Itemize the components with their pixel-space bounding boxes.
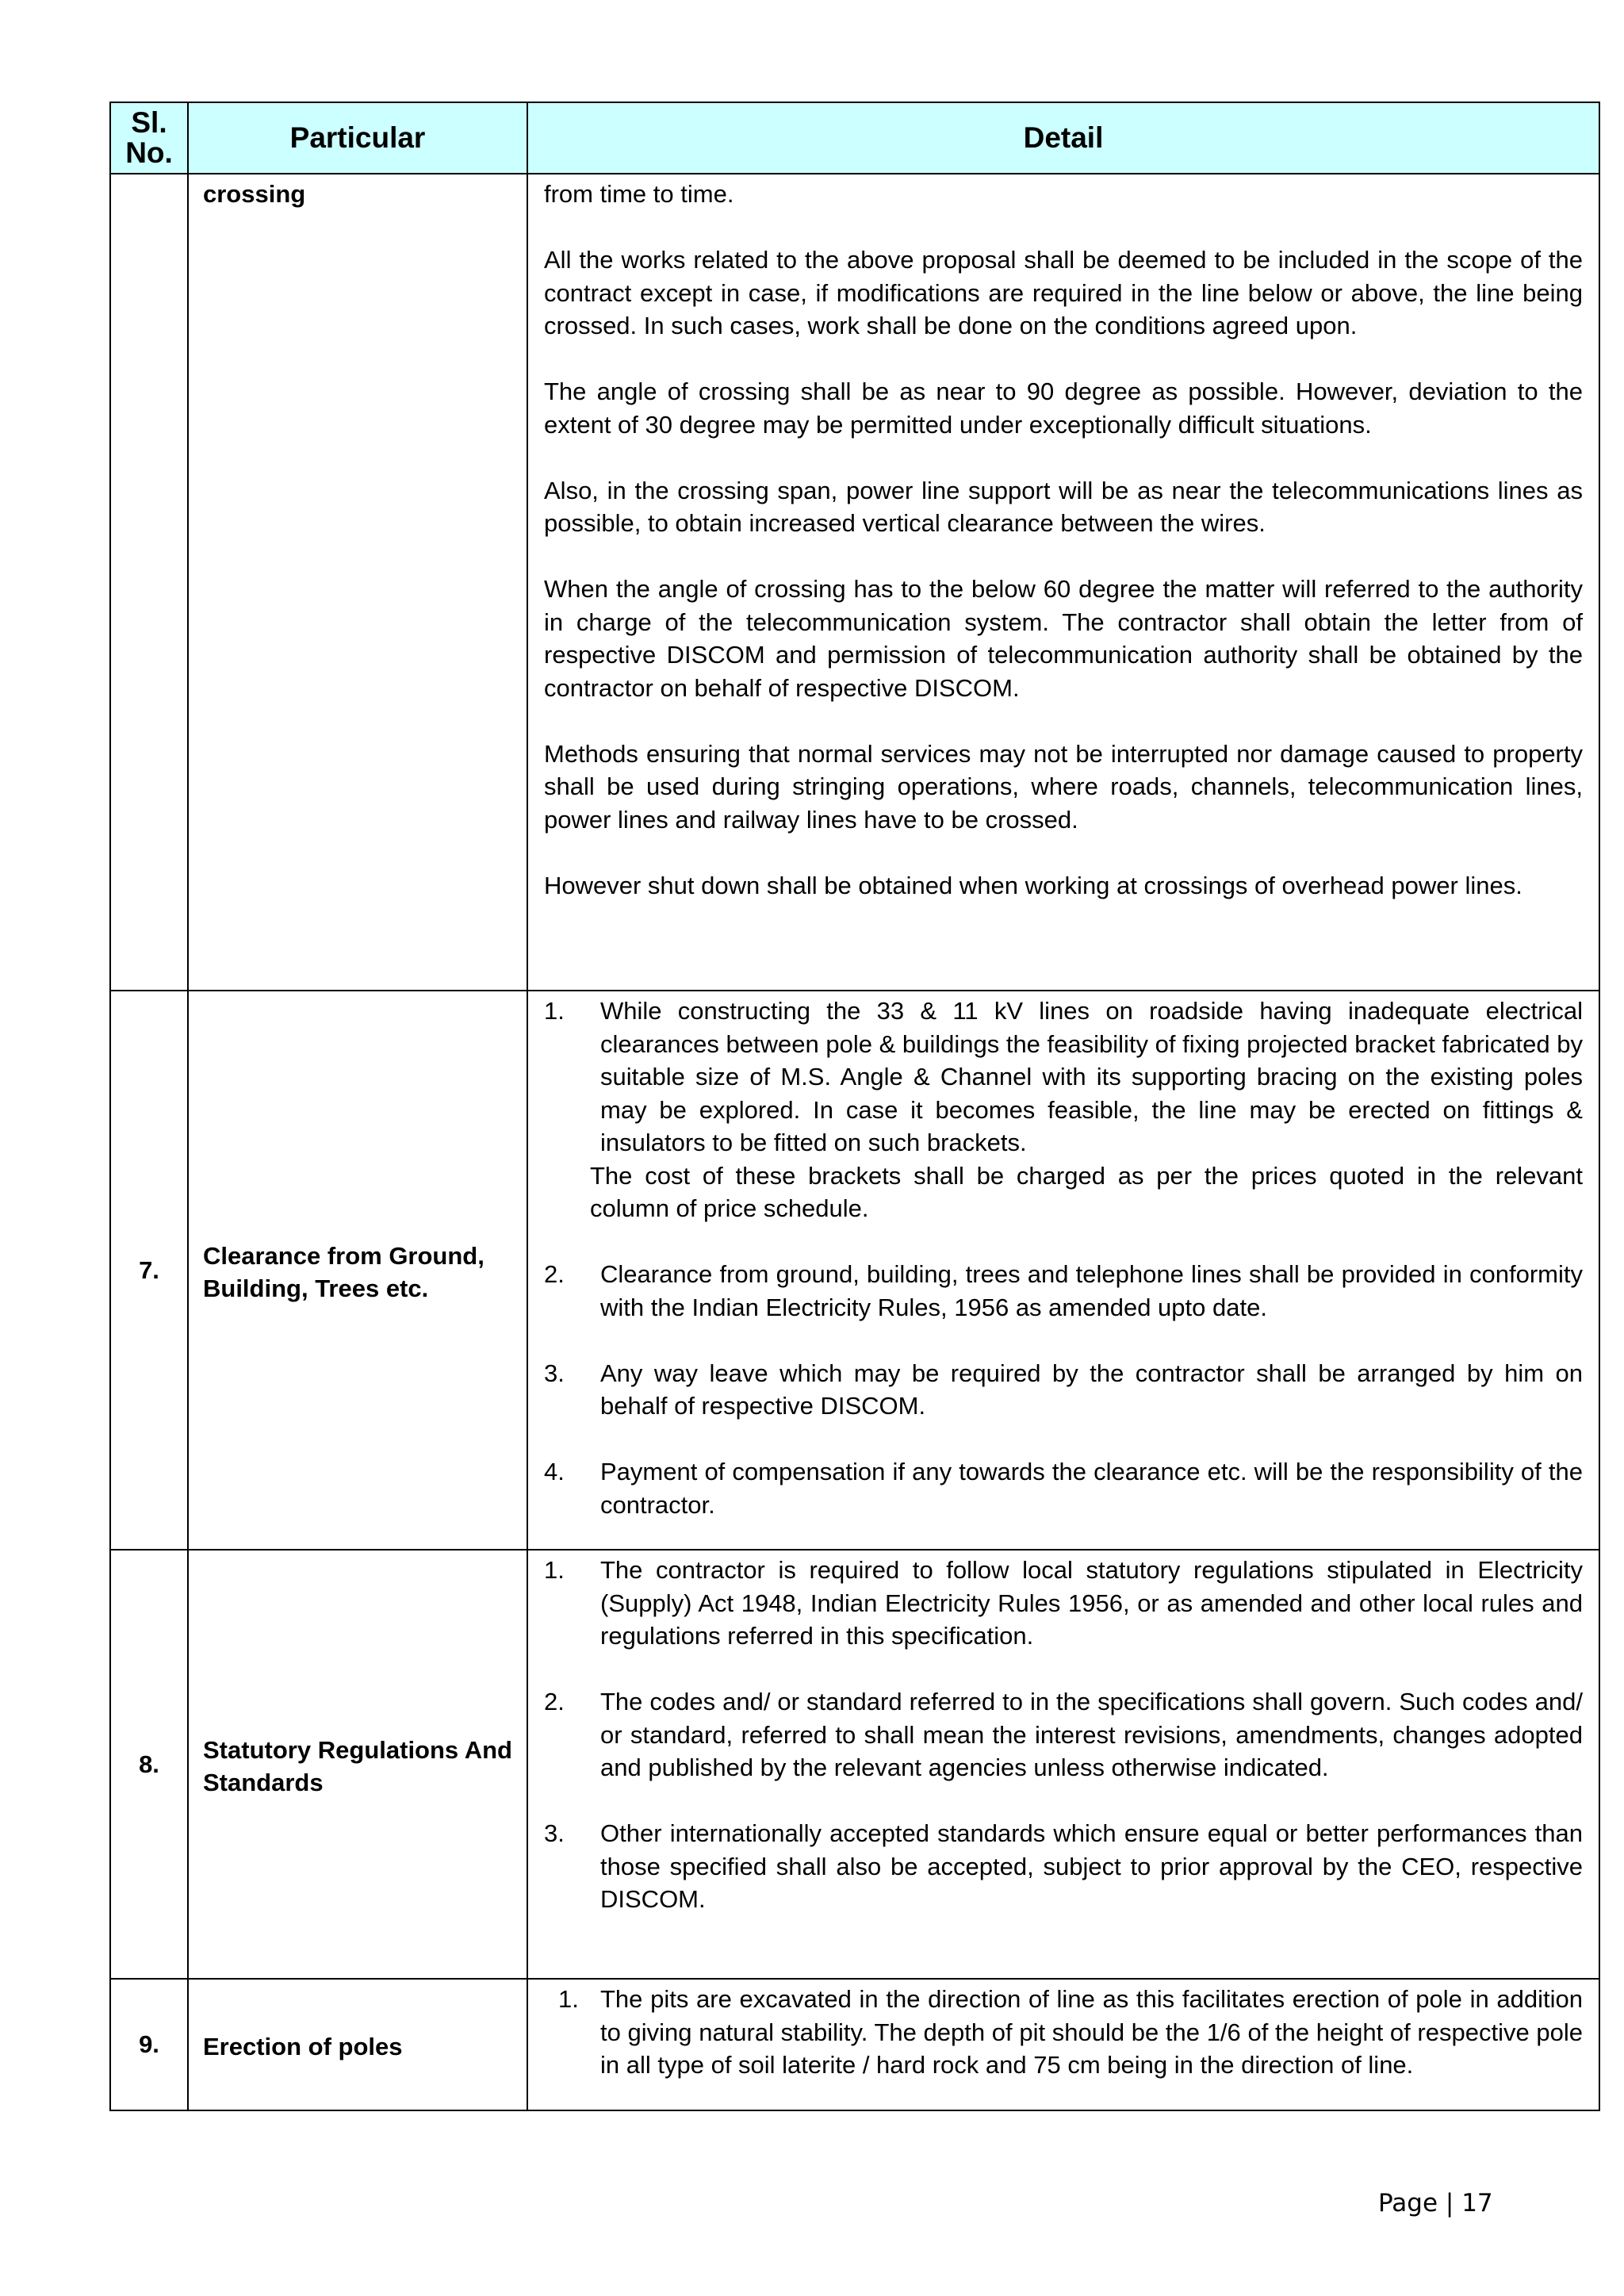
list-item [544, 1455, 1583, 1521]
item-number: 2. [544, 1688, 565, 1715]
list-item [544, 1258, 1583, 1324]
list-item [544, 1554, 1583, 1653]
item-text: Clearance from ground, building, trees and telephone lines shall be provided in conformity with the Indian Electricity Rules, 1956 as amended upto date. [600, 1260, 1583, 1321]
table-row-erection [110, 1979, 1599, 2110]
particular-label: Statutory Regulations And Standards [188, 1550, 527, 1979]
item-text: The contractor is required to follow local statutory regulations stipulated in Electricity (Supply) Act 1948, Indian Electricity Rules 1956, or as amended and other local rules and regulations referred in this specification. [600, 1556, 1583, 1650]
particular-label: Clearance from Ground, Building, Trees etc. [188, 991, 527, 1550]
item-number: 3. [544, 1819, 565, 1847]
item-text: The pits are excavated in the direction of line as this facilitates erection of pole in addition to giving natural stability. The depth of pit should be the 1/6 of the height of respective pole in all type of soil laterite / hard rock and 75 cm being in the direction of line. [600, 1985, 1583, 2079]
sl-number: 7. [110, 991, 188, 1550]
specification-table [109, 102, 1600, 2111]
item-text: The codes and/ or standard referred to in the specifications shall govern. Such codes and/ or standard, referred to shall mean the interest revisions, amendments, changes adopted and published by the relevant agencies unless otherwise indicated. [600, 1688, 1583, 1781]
item-text: While constructing the 33 & 11 kV lines on roadside having inadequate electrical clearances between pole & buildings the feasibility of fixing projected bracket fabricated by suitable size of M.S. Angle & Channel with its supporting bracing on the existing poles may be explored. In case it becomes feasible, the line may be erected on fittings & insulators to be fitted on such brackets. [600, 997, 1584, 1156]
item-number: 3. [544, 1359, 565, 1387]
table-row-statutory [110, 1550, 1599, 1979]
item-number: 2. [544, 1260, 565, 1288]
header-detail: Detail [527, 102, 1599, 174]
table-row-crossing [110, 174, 1599, 991]
item-number: 4. [544, 1458, 565, 1485]
header-particular: Particular [188, 102, 527, 174]
item-number: 1. [544, 997, 565, 1025]
particular-label: crossing [188, 174, 527, 991]
detail-paragraph: Methods ensuring that normal services may not be interrupted nor damage caused to property shall be used during stringing operations, where roads, channels, telecommunication lines, power lines and railway lines have to be crossed. [544, 739, 1583, 834]
list-item [544, 1983, 1583, 2082]
detail-paragraph: However shut down shall be obtained when working at crossings of overhead power lines. [544, 871, 1522, 899]
list-item [544, 1357, 1583, 1423]
detail-cell [527, 174, 1599, 991]
detail-cell [527, 1979, 1599, 2110]
item-sub-paragraph: The cost of these brackets shall be charged as per the prices quoted in the relevant column of price schedule. [590, 1161, 1583, 1222]
detail-paragraph: When the angle of crossing has to the below 60 degree the matter will referred to the authority in charge of the telecommunication system. The contractor shall obtain the letter from of respective DISCOM and permission of telecommunication authority shall be obtained by the contractor on behalf of respective DISCOM. [544, 575, 1583, 702]
sl-number: 8. [110, 1550, 188, 1979]
item-text: Other internationally accepted standards which ensure equal or better performances than those specified shall also be accepted, subject to prior approval by the CEO, respective DISCOM. [600, 1819, 1583, 1913]
detail-paragraph: Also, in the crossing span, power line support will be as near the telecommunications lines as possible, to obtain increased vertical clearance between the wires. [544, 476, 1583, 537]
detail-cell [527, 1550, 1599, 1979]
item-number: 1. [544, 1556, 565, 1584]
item-number: 1. [558, 1985, 579, 2013]
list-item [544, 1685, 1583, 1784]
table-row-clearance [110, 991, 1599, 1550]
list-item [544, 1817, 1583, 1916]
detail-paragraph: The angle of crossing shall be as near to 90 degree as possible. However, deviation to the extent of 30 degree may be permitted under exceptionally difficult situations. [544, 378, 1583, 439]
page-number: Page | 17 [1378, 2189, 1493, 2217]
item-text: Payment of compensation if any towards the clearance etc. will be the responsibility of the contractor. [600, 1458, 1583, 1519]
sl-number [110, 174, 188, 991]
sl-number: 9. [110, 1979, 188, 2110]
header-sl-no: Sl. No. [110, 102, 188, 174]
particular-label: Erection of poles [188, 1979, 527, 2110]
detail-paragraph: from time to time. [544, 180, 734, 208]
item-text: Any way leave which may be required by the contractor shall be arranged by him on behalf of respective DISCOM. [600, 1359, 1583, 1420]
list-item [544, 995, 1583, 1159]
detail-cell [527, 991, 1599, 1550]
detail-paragraph: All the works related to the above proposal shall be deemed to be included in the scope of the contract except in case, if modifications are required in the line below or above, the line being crossed. In such cases, work shall be done on the conditions agreed upon. [544, 246, 1583, 339]
table-header-row [110, 102, 1599, 174]
